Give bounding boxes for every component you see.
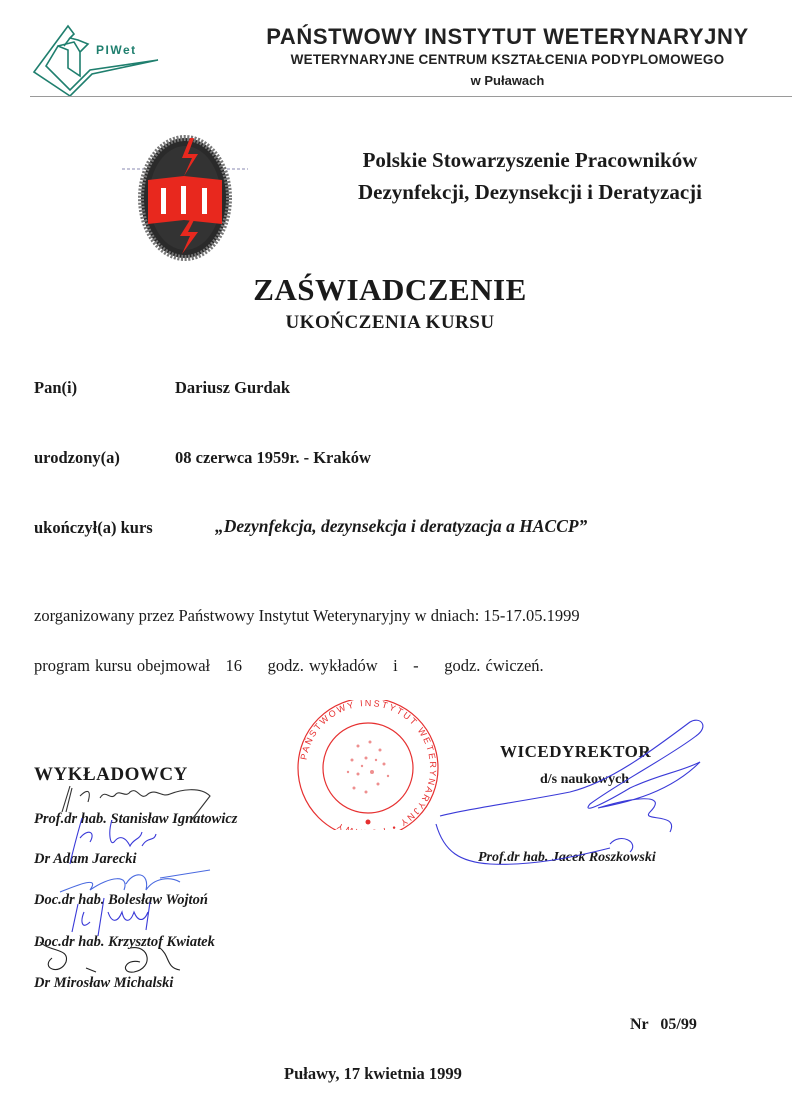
document-title: ZAŚWIADCZENIE: [253, 272, 527, 307]
document-number: Nr 05/99: [630, 1016, 697, 1033]
ddd-emblem-icon: [122, 128, 248, 264]
lecturer-name: Dr Mirosław Michalski: [34, 975, 174, 991]
lecture-label: godz. wykładów: [267, 656, 378, 675]
name-value: Dariusz Gurdak: [175, 378, 291, 397]
handwritten-signatures-icon: [30, 772, 260, 987]
institute-name: PAŃSTWOWY INSTYTUT WETERYNARYJNY: [266, 24, 749, 49]
course-label: ukończył(a) kurs: [34, 518, 153, 537]
lecturer-name: Dr Adam Jarecki: [34, 851, 137, 867]
organized-statement: zorganizowany przez Państwowy Instytut Weterynaryjny w dniach: 15-17.05.1999: [34, 606, 580, 625]
lecturer-name: Prof.dr hab. Stanisław Ignatowicz: [34, 811, 238, 827]
lecture-hours: 16: [225, 656, 243, 675]
stamp-seal-icon: [288, 700, 448, 830]
director-subtitle: d/s naukowych: [540, 772, 630, 787]
lecturer-signatures: [30, 772, 260, 987]
program-conjunction: i: [393, 656, 398, 675]
centre-city: w Puławach: [470, 73, 545, 88]
director-title: WICEDYREKTOR: [500, 742, 652, 761]
director-name: Prof.dr hab. Jacek Roszkowski: [478, 850, 656, 865]
piwet-logo-icon: [30, 20, 160, 98]
centre-name: WETERYNARYJNE CENTRUM KSZTAŁCENIA PODYPLOMOWEGO: [290, 52, 725, 67]
piwet-logo-text: PIWet: [96, 43, 137, 57]
name-label: Pan(i): [34, 378, 78, 397]
birth-value: 08 czerwca 1959r. - Kraków: [175, 448, 371, 467]
association-name-line2: Dezynfekcji, Dezynsekcji i Deratyzacji: [357, 180, 703, 204]
exercise-hours: -: [413, 656, 419, 675]
lecturer-name: Doc.dr hab. Bolesław Wojtoń: [34, 892, 208, 908]
exercise-label: godz. ćwiczeń.: [444, 656, 544, 675]
document-subtitle: UKOŃCZENIA KURSU: [285, 312, 495, 333]
piwet-logo: [30, 20, 160, 98]
official-stamp: [288, 700, 448, 830]
association-name-line1: Polskie Stowarzyszenie Pracowników: [362, 148, 698, 172]
ddd-association-logo: [122, 128, 248, 264]
svg-text:PAŃSTWOWY INSTYTUT WETERYNARYJ: [299, 700, 439, 830]
lecturer-name: Doc.dr hab. Krzysztof Kwiatek: [34, 934, 215, 950]
lecturers-heading: WYKŁADOWCY: [34, 764, 188, 785]
header-divider: [30, 96, 792, 97]
course-value: „Dezynfekcja, dezynsekcja i deratyzacja a HACCP”: [215, 516, 588, 536]
stamp-text: PAŃSTWOWY INSTYTUT WETERYNARYJNY • WY: [298, 700, 439, 830]
birth-label: urodzony(a): [34, 448, 120, 467]
program-statement: [34, 656, 544, 676]
program-prefix: program kursu obejmował: [34, 656, 211, 675]
place-and-date: Puławy, 17 kwietnia 1999: [284, 1064, 462, 1083]
